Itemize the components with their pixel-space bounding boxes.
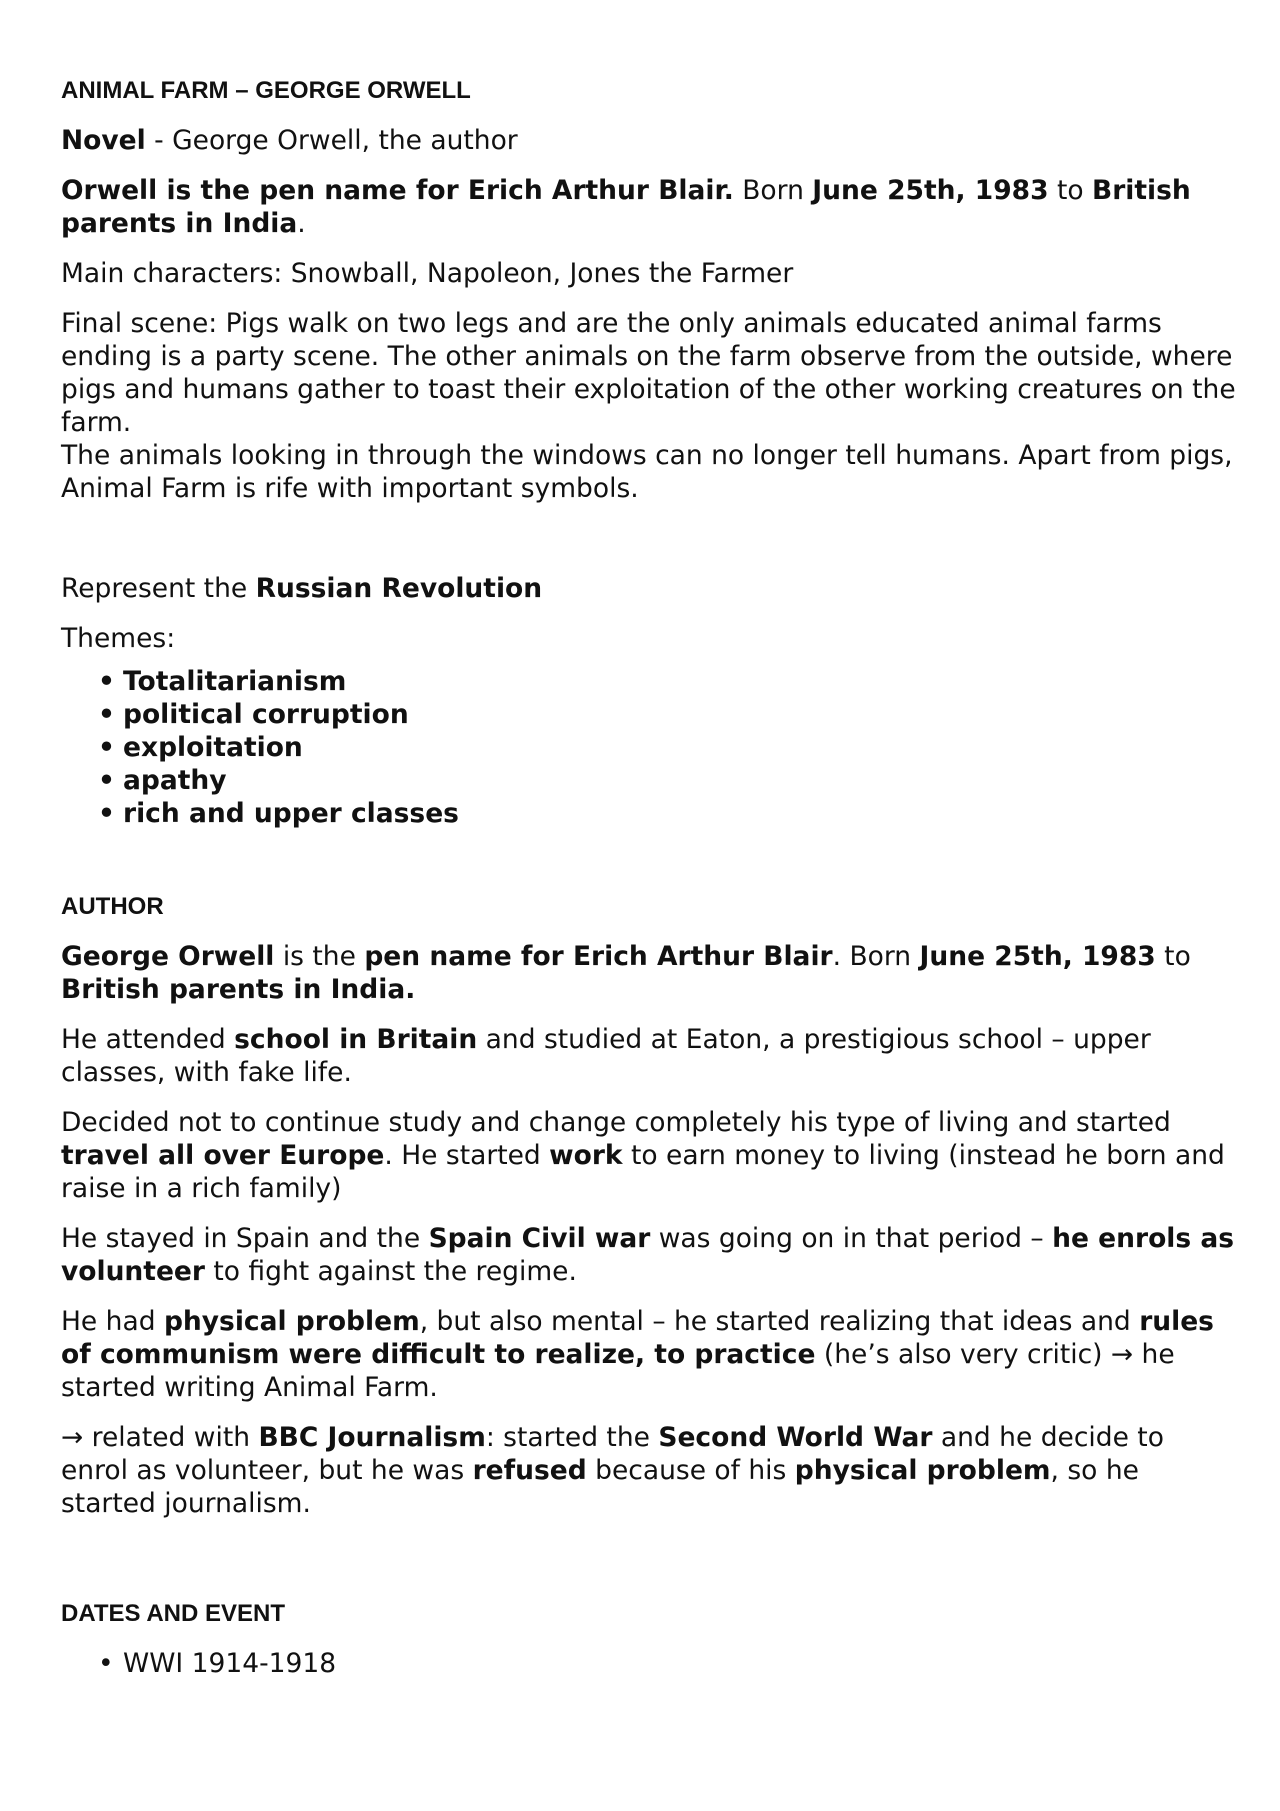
final-scene-paragraph: Final scene: Pigs walk on two legs and are the only animals educated animal farms ending is a party scene. The other animals on the farm observe from the outside, where pigs and humans gather to toast their exploitation of the other working creatures on the farm. [61,308,1236,438]
pen-name-paragraph: Orwell is the pen name for Erich Arthur Blair. Born June 25th, 1983 to British parents in India. [61,175,1191,239]
dates-heading: DATES AND EVENT [61,1600,286,1627]
represent-line: Represent the Russian Revolution [61,573,543,604]
list-item: • apathy [123,764,1236,797]
list-item: • WWI 1914-1918 [123,1647,1236,1680]
author-paragraph-6: → related with BBC Journalism: started the Second World War and he decide to enrol as volunteer, but he was refused because of his physical problem, so he started journalism. [61,1422,1164,1519]
final-scene-paragraph-2: The animals looking in through the windows can no longer tell humans. Apart from pigs, Animal Farm is rife with important symbols. [61,440,1233,504]
author-paragraph-5: He had physical problem, but also mental – he started realizing that ideas and rules of communism were difficult to realize, to practice (he’s also very critic) → he started writing Animal Farm. [61,1306,1214,1403]
novel-label: Novel [61,125,146,156]
document-page [61,76,1236,1680]
list-item: • rich and upper classes [123,797,1236,830]
dates-list [61,1647,1236,1680]
document-title: ANIMAL FARM – GEORGE ORWELL [61,77,471,104]
author-paragraph-1: George Orwell is the pen name for Erich Arthur Blair. Born June 25th, 1983 to British parents in India. [61,941,1191,1005]
list-item: • Totalitarianism [123,665,1236,698]
author-paragraph-3: Decided not to continue study and change completely his type of living and started travel all over Europe. He started work to earn money to living (instead he born and raise in a rich family) [61,1107,1225,1204]
author-paragraph-4: He stayed in Spain and the Spain Civil war was going on in that period – he enrols as volunteer to fight against the regime. [61,1223,1235,1287]
themes-list [61,665,1236,830]
novel-line: Novel - George Orwell, the author [61,125,518,156]
themes-label: Themes: [61,623,176,654]
main-characters: Main characters: Snowball, Napoleon, Jones the Farmer [61,258,794,289]
list-item: • exploitation [123,731,1236,764]
author-paragraph-2: He attended school in Britain and studied at Eaton, a prestigious school – upper classes, with fake life. [61,1024,1151,1088]
list-item: • political corruption [123,698,1236,731]
author-heading: AUTHOR [61,893,164,920]
